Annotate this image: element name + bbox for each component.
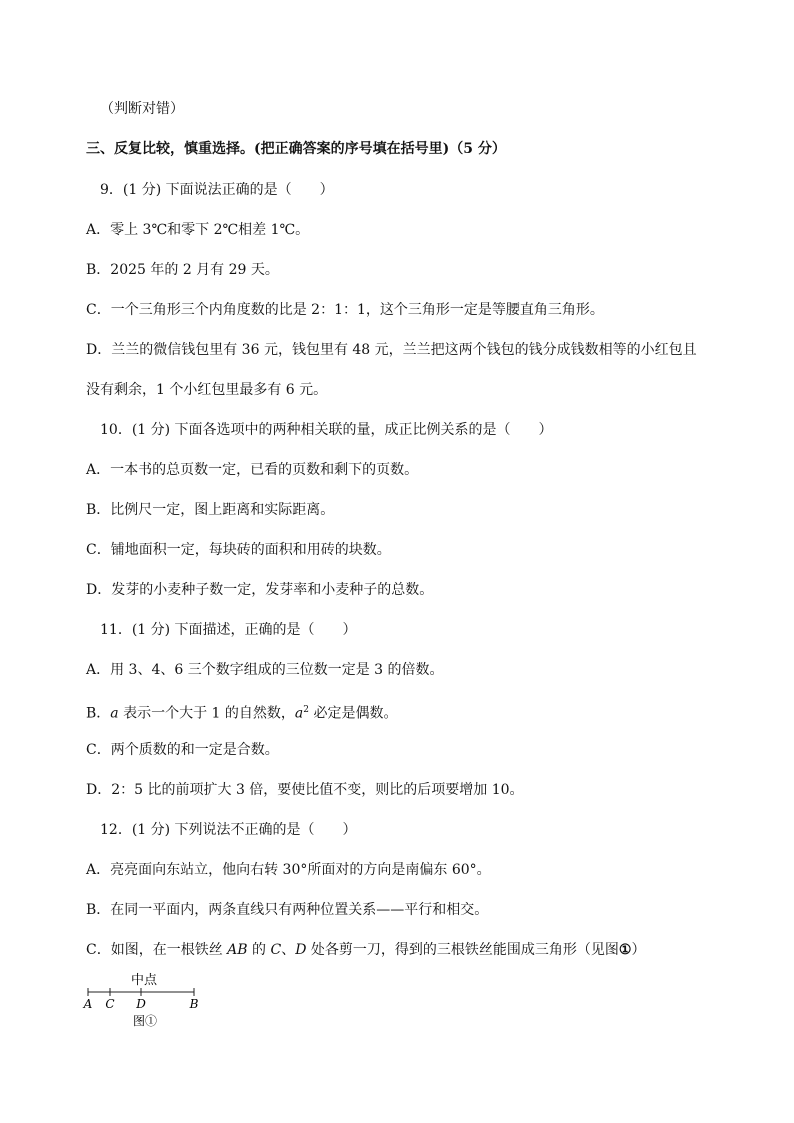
q11-b-suffix: 必定是偶数。 xyxy=(309,705,398,722)
q11-option-d: D．2：5 比的前项扩大 3 倍，要使比值不变，则比的后项要增加 10。 xyxy=(86,782,524,798)
q12-c-point-c: C xyxy=(270,942,282,958)
figure-caption: 图① xyxy=(132,1014,158,1028)
q12-c-point-d: D xyxy=(295,942,307,958)
q11-b-mid: 表示一个大于 1 的自然数， xyxy=(118,705,295,722)
q12-stem: 12．(1 分) 下列说法不正确的是（ ） xyxy=(100,822,357,838)
q12-c-part2: 的 xyxy=(247,942,271,958)
q11-b-exponent: 2 xyxy=(303,705,310,715)
q11-stem: 11．(1 分) 下面描述，正确的是（ ） xyxy=(100,622,357,638)
q11-option-c: C．两个质数的和一定是合数。 xyxy=(86,742,279,758)
q12-c-part1: C．如图，在一根铁丝 xyxy=(86,942,228,958)
label-c: C xyxy=(105,997,115,1011)
q12-option-b: B．在同一平面内，两条直线只有两种位置关系——平行和相交。 xyxy=(86,902,489,918)
q9-option-b: B．2025 年的 2 月有 29 天。 xyxy=(86,262,279,278)
q10-option-d: D．发芽的小麦种子数一定，发芽率和小麦种子的总数。 xyxy=(86,582,434,598)
q12-option-c xyxy=(86,940,645,960)
q9-option-d-line2: 没有剩余，1 个小红包里最多有 6 元。 xyxy=(86,382,328,398)
section-heading: 三、反复比较，慎重选择。(把正确答案的序号填在括号里)（5 分） xyxy=(86,141,506,157)
q12-c-part3: 、 xyxy=(281,942,296,958)
q12-c-part5: ） xyxy=(631,942,646,958)
q12-c-figure-ref: ① xyxy=(618,942,632,958)
q12-option-a: A．亮亮面向东站立，他向右转 30°所面对的方向是南偏东 60°。 xyxy=(86,862,491,878)
midpoint-label: 中点 xyxy=(130,973,158,988)
figure-wire-segment xyxy=(82,968,212,1030)
q10-option-c: C．铺地面积一定，每块砖的面积和用砖的块数。 xyxy=(86,542,391,558)
label-d: D xyxy=(136,997,146,1011)
q9-option-a: A．零上 3℃和零下 2℃相差 1℃。 xyxy=(86,222,310,238)
q9-stem: 9．(1 分) 下面说法正确的是（ ） xyxy=(100,182,334,198)
q11-option-b xyxy=(86,700,397,724)
q12-c-segment-ab: AB xyxy=(227,942,248,958)
label-a: A xyxy=(83,997,93,1011)
q12-c-part4: 处各剪一刀，得到的三根铁丝能围成三角形（见图 xyxy=(306,942,619,958)
prev-question-tail: （判断对错） xyxy=(100,101,184,117)
q9-option-d-line1: D．兰兰的微信钱包里有 36 元，钱包里有 48 元，兰兰把这两个钱包的钱分成钱数相等的小红包且 xyxy=(86,342,697,358)
q10-stem: 10．(1 分) 下面各选项中的两种相关联的量，成正比例关系的是（ ） xyxy=(100,422,553,438)
q11-b-var-squared: a xyxy=(294,705,304,722)
q11-b-prefix: B． xyxy=(86,705,111,722)
label-b: B xyxy=(189,997,199,1011)
q11-b-var: a xyxy=(110,705,119,722)
q11-option-a: A．用 3、4、6 三个数字组成的三位数一定是 3 的倍数。 xyxy=(86,662,444,678)
q10-option-a: A．一本书的总页数一定，已看的页数和剩下的页数。 xyxy=(86,462,419,478)
q10-option-b: B．比例尺一定，图上距离和实际距离。 xyxy=(86,502,335,518)
q9-option-c: C．一个三角形三个内角度数的比是 2：1：1，这个三角形一定是等腰直角三角形。 xyxy=(86,302,604,318)
